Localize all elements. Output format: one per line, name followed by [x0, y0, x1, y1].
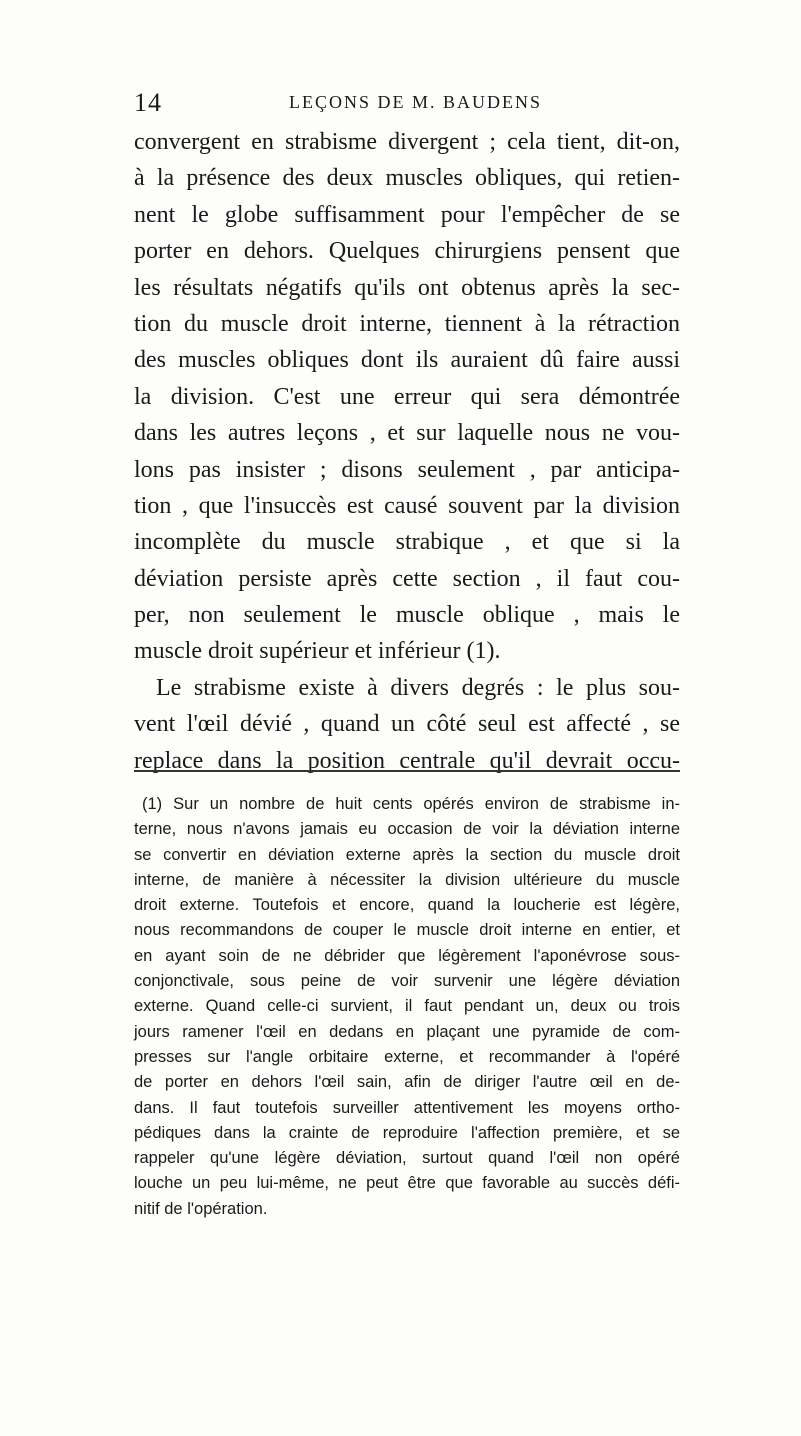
- text-line: déviation persiste après cette section , il faut cou-: [134, 565, 680, 592]
- text-line: tion , que l'insuccès est causé souvent par la division: [134, 492, 680, 519]
- text-line: porter en dehors. Quelques chirurgiens pensent que: [134, 238, 680, 265]
- footnote-line: terne, nous n'avons jamais eu occasion de voir la déviation interne: [134, 820, 680, 839]
- footnote-line: externe. Quand celle-ci survient, il faut pendant un, deux ou trois: [134, 997, 680, 1016]
- text-line: per, non seulement le muscle oblique , mais le: [134, 602, 680, 629]
- text-line: replace dans la position centrale qu'il devrait occu-: [134, 747, 680, 774]
- text-line: muscle droit supérieur et inférieur (1).: [134, 638, 501, 665]
- text-line: convergent en strabisme divergent ; cela tient, dit-on,: [134, 129, 680, 155]
- footnote-line: nous recommandons de couper le muscle droit interne en entier, et: [134, 921, 680, 940]
- footnote-line: interne, de manière à nécessiter la division ultérieure du muscle: [134, 870, 680, 889]
- footnote-line: louche un peu lui-même, ne peut être que favorable au succès défi-: [134, 1174, 680, 1193]
- text-line: incomplète du muscle strabique , et que si la: [134, 529, 680, 556]
- text-line: lons pas insister ; disons seulement , par anticipa-: [134, 456, 680, 483]
- text-line: nent le globe suffisamment pour l'empêcher de se: [134, 201, 680, 228]
- text-line: tion du muscle droit interne, tiennent à la rétraction: [134, 310, 680, 337]
- footnote-line: pédiques dans la crainte de reproduire l'affection première, et se: [134, 1123, 680, 1142]
- text-line: dans les autres leçons , et sur laquelle nous ne vou-: [134, 420, 680, 447]
- main-text: [134, 124, 680, 779]
- footnote-line: (1) Sur un nombre de huit cents opérés environ de strabisme in-: [142, 795, 680, 813]
- running-header: [134, 88, 674, 118]
- footnote-line: dans. Il faut toutefois surveiller attentivement les moyens ortho-: [134, 1098, 680, 1117]
- text-line: à la présence des deux muscles obliques, qui retien-: [134, 165, 680, 192]
- footnote: [134, 792, 680, 1222]
- text-line: Le strabisme existe à divers degrés : le plus sou-: [156, 674, 680, 701]
- footnote-line: en ayant soin de ne débrider que légèrement l'aponévrose sous-: [134, 946, 680, 965]
- text-line: des muscles obliques dont ils auraient dû faire aussi: [134, 347, 680, 374]
- text-line: la division. C'est une erreur qui sera démontrée: [134, 383, 680, 410]
- footnote-line: presses sur l'angle orbitaire externe, et recommander à l'opéré: [134, 1047, 680, 1066]
- page-number: 14: [134, 88, 162, 117]
- footnote-line: se convertir en déviation externe après la section du muscle droit: [134, 845, 680, 864]
- footnote-line: de porter en dehors l'œil sain, afin de diriger l'autre œil en de-: [134, 1073, 680, 1092]
- footnote-divider: [134, 770, 680, 772]
- footnote-line: droit externe. Toutefois et encore, quand la loucherie est légère,: [134, 896, 680, 915]
- footnote-line: rappeler qu'une légère déviation, surtout quand l'œil non opéré: [134, 1149, 680, 1168]
- running-title: LEÇONS DE M. BAUDENS: [289, 92, 543, 112]
- footnote-line: jours ramener l'œil en dedans en plaçant une pyramide de com-: [134, 1022, 680, 1041]
- text-line: vent l'œil dévié , quand un côté seul est affecté , se: [134, 711, 680, 738]
- footnote-line: conjonctivale, sous peine de voir survenir une légère déviation: [134, 972, 680, 991]
- text-line: les résultats négatifs qu'ils ont obtenus après la sec-: [134, 274, 680, 301]
- footnote-line: nitif de l'opération.: [134, 1199, 268, 1218]
